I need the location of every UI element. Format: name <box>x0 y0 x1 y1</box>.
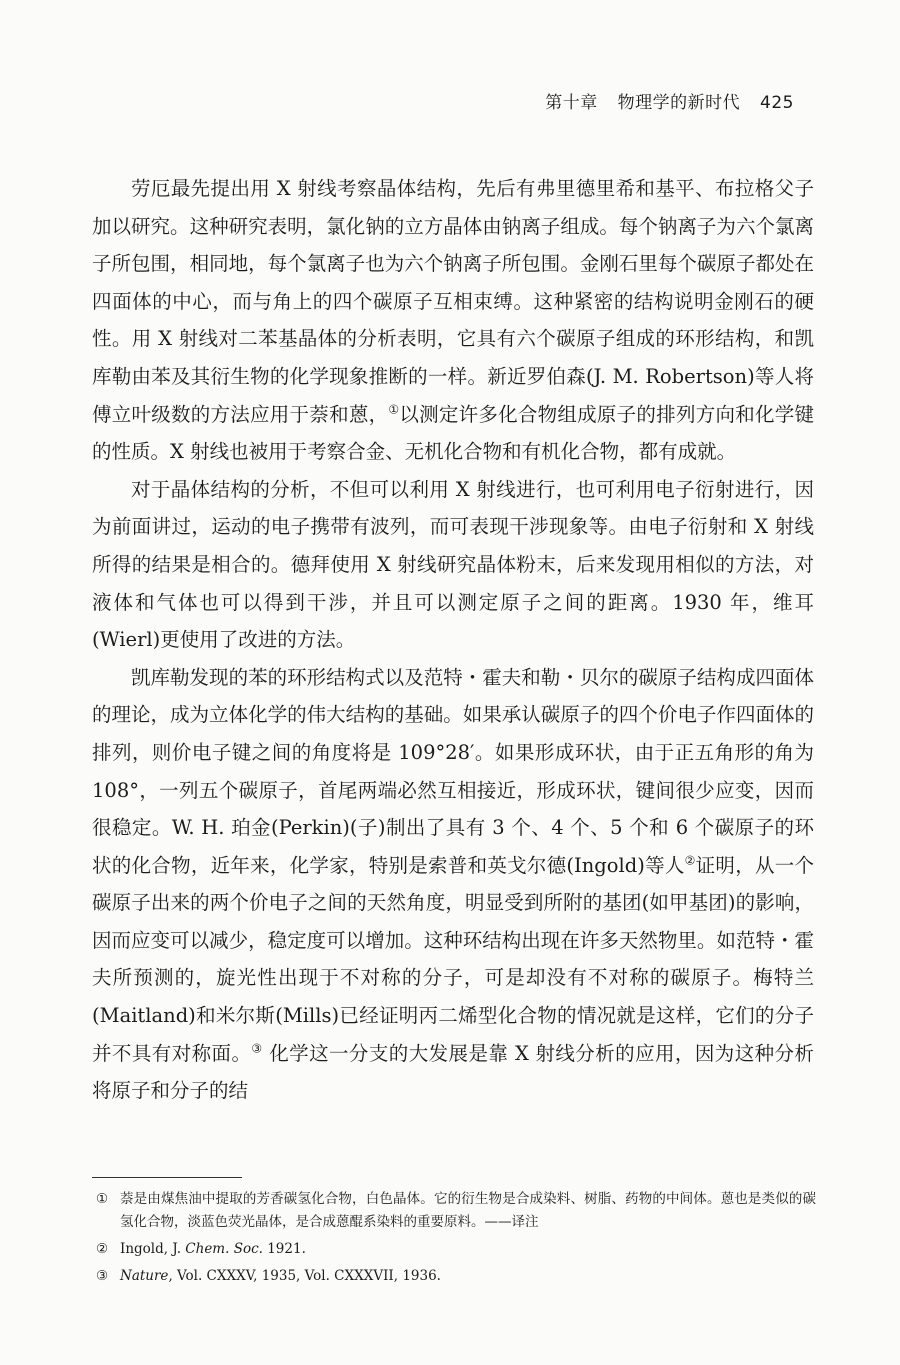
paragraph <box>92 659 814 1110</box>
footnote <box>92 1188 816 1234</box>
footnote-divider <box>92 1177 242 1178</box>
journal-name: Chem. Soc. <box>185 1241 263 1257</box>
footnote-text: Ingold, J. <box>120 1241 186 1257</box>
main-text <box>92 170 814 1110</box>
footnote-mark: ② <box>96 1241 109 1257</box>
footnote-text: , Vol. CXXXV, 1935, Vol. CXXXVII, 1936. <box>168 1268 441 1284</box>
chapter-title: 物理学的新时代 <box>617 93 741 113</box>
paragraph-text: 凯库勒发现的苯的环形结构式以及范特・霍夫和勒・贝尔的碳原子结构成四面体的理论，成为立体化学的伟大结构的基础。如果承认碳原子的四个价电子作四面体的排列，则价电子键之间的角度将是 109°28′。如果形成环状，由于正五角形的角为 108°，一列五个碳原子，首尾两端必然互相接近，形成环状，键间很少应变，因而很稳定。W. H. 珀金(Perkin)(子)制出了具有 3 个、4 个、5 个和 6 个碳原子的环状的化合物，近年来，化学家，特别是索普和英戈尔德(Ingold)等人 <box>92 665 814 877</box>
paragraph-text: 化学这一分支的大发展是靠 X 射线分析的应用，因为这种分析将原子和分子的结 <box>92 1041 814 1103</box>
footnote-ref: ② <box>684 853 696 868</box>
footnotes <box>92 1188 816 1292</box>
journal-name: Nature <box>120 1268 169 1284</box>
footnote-ref: ③ <box>251 1041 263 1056</box>
paragraph-text: 以测定许多化合物组成原子的排列方向和化学键的性质。X 射线也被用于考察合金、无机化合物和有机化合物，都有成就。 <box>92 402 814 464</box>
paragraph-text: 对于晶体结构的分析，不但可以利用 X 射线进行，也可利用电子衍射进行，因为前面讲过，运动的电子携带有波列，而可表现干涉现象等。由电子衍射和 X 射线所得的结果是相合的。德拜使用 X 射线研究晶体粉末，后来发现用相似的方法，对液体和气体也可以得到干涉，并且可以测定原子之间的距离。1930 年，维耳(Wierl)更使用了改进的方法。 <box>92 477 814 652</box>
paragraph <box>92 471 814 659</box>
paragraph-text: 劳厄最先提出用 X 射线考察晶体结构，先后有弗里德里希和基平、布拉格父子加以研究。这种研究表明，氯化钠的立方晶体由钠离子组成。每个钠离子为六个氯离子所包围，相同地，每个氯离子也为六个钠离子所包围。金刚石里每个碳原子都处在四面体的中心，而与角上的四个碳原子互相束缚。这种紧密的结构说明金刚石的硬性。用 X 射线对二苯基晶体的分析表明，它具有六个碳原子组成的环形结构，和凯库勒由苯及其衍生物的化学现象推断的一样。新近罗伯森(J. M. Robertson)等人将傅立叶级数的方法应用于萘和蒽， <box>92 177 814 426</box>
page-number: 425 <box>760 93 794 113</box>
footnote <box>92 1238 816 1261</box>
chapter-label: 第十章 <box>545 93 598 113</box>
footnote-mark: ① <box>96 1191 109 1207</box>
footnote-text: 1921. <box>262 1241 306 1257</box>
footnote-text: 萘是由煤焦油中提取的芳香碳氢化合物，白色晶体。它的衍生物是合成染料、树脂、药物的中间体。蒽也是类似的碳氢化合物，淡蓝色荧光晶体，是合成蒽醌系染料的重要原料。——译注 <box>120 1191 816 1230</box>
footnote <box>92 1265 816 1288</box>
paragraph-text: 证明，从一个碳原子出来的两个价电子之间的天然角度，明显受到所附的基团(如甲基团)的影响，因而应变可以减少，稳定度可以增加。这种环结构出现在许多天然物里。如范特・霍夫所预测的，旋光性出现于不对称的分子，可是却没有不对称的碳原子。梅特兰(Maitland)和米尔斯(Mills)已经证明丙二烯型化合物的情况就是这样，它们的分子并不具有对称面。 <box>92 853 814 1065</box>
footnote-mark: ③ <box>96 1268 109 1284</box>
footnote-ref: ① <box>388 402 400 417</box>
running-header <box>545 88 794 113</box>
paragraph <box>92 170 814 471</box>
